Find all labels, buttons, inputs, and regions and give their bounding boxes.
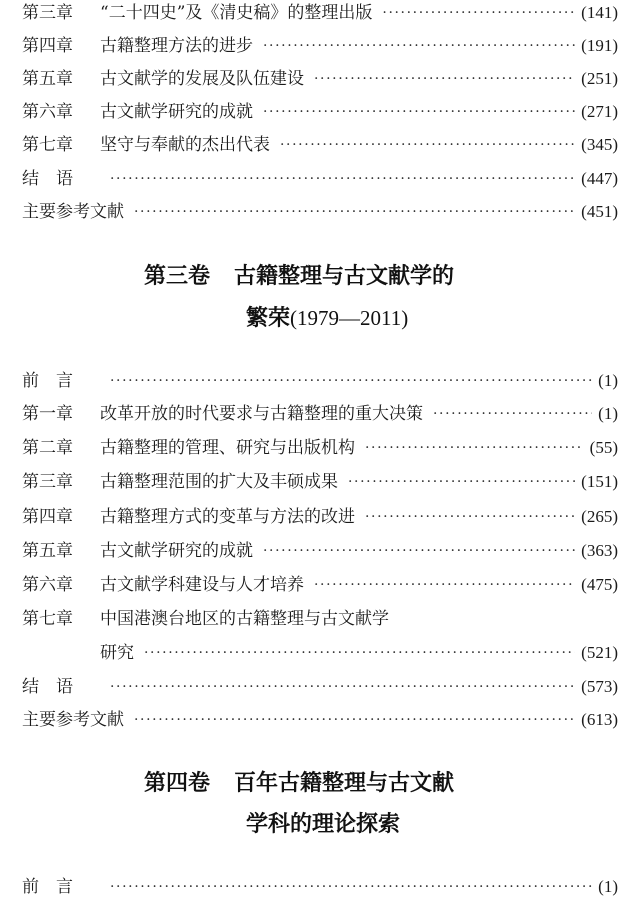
chapter-title: “二十四史”及《清史稿》的整理出版 <box>100 3 373 23</box>
volume-label: 第三卷 <box>144 264 211 289</box>
toc-entry[interactable] <box>22 401 618 427</box>
volume-heading-line2 <box>246 808 400 842</box>
page-number: (345) <box>581 135 618 154</box>
chapter-number: 第六章 <box>22 575 73 595</box>
leader-dots <box>134 707 575 733</box>
volume-heading <box>144 767 454 801</box>
chapter-title: 古文献学研究的成就 <box>100 541 253 561</box>
leader-dots <box>110 368 592 394</box>
toc-entry[interactable] <box>22 368 618 394</box>
toc-entry[interactable] <box>22 0 618 26</box>
toc-entry[interactable] <box>22 572 618 598</box>
chapter-title: 改革开放的时代要求与古籍整理的重大决策 <box>100 404 423 424</box>
toc-entry-continued[interactable] <box>22 640 618 666</box>
toc-entry[interactable] <box>22 199 618 225</box>
volume-title: 古籍整理与古文献学的 <box>234 264 455 289</box>
page-number: (251) <box>581 69 618 88</box>
page-number: (265) <box>581 507 618 526</box>
chapter-title: 古籍整理范围的扩大及丰硕成果 <box>100 472 338 492</box>
chapter-title: 主要参考文献 <box>22 710 124 730</box>
toc-entry[interactable] <box>22 874 618 900</box>
chapter-title: 古文献学研究的成就 <box>100 102 253 122</box>
chapter-number: 结语 <box>22 677 90 697</box>
toc-entry[interactable] <box>22 66 618 92</box>
toc-entry[interactable] <box>22 707 618 733</box>
toc-entry[interactable] <box>22 33 618 59</box>
leader-dots <box>263 33 575 59</box>
toc-entry[interactable] <box>22 606 389 632</box>
chapter-title: 中国港澳台地区的古籍整理与古文献学 <box>100 609 389 629</box>
leader-dots <box>280 132 575 158</box>
chapter-number: 前言 <box>22 877 90 897</box>
chapter-number: 第一章 <box>22 404 73 424</box>
chapter-number: 第三章 <box>22 3 73 23</box>
leader-dots <box>314 572 575 598</box>
toc-entry[interactable] <box>22 469 618 495</box>
leader-dots <box>433 401 592 427</box>
volume-heading-line2 <box>246 301 408 336</box>
chapter-number: 第七章 <box>22 135 73 155</box>
chapter-title-continued: 研究 <box>100 643 134 663</box>
leader-dots <box>263 538 575 564</box>
chapter-number: 第二章 <box>22 438 73 458</box>
toc-entry[interactable] <box>22 538 618 564</box>
leader-dots <box>314 66 575 92</box>
page-number: (1) <box>598 404 618 423</box>
chapter-title: 坚守与奉献的杰出代表 <box>100 135 270 155</box>
page-number: (613) <box>581 710 618 729</box>
chapter-number: 第五章 <box>22 541 73 561</box>
chapter-title: 古籍整理方式的变革与方法的改进 <box>100 507 355 527</box>
leader-dots <box>134 199 575 225</box>
volume-heading <box>144 260 454 294</box>
leader-dots <box>110 166 575 192</box>
chapter-title: 古文献学科建设与人才培养 <box>100 575 304 595</box>
volume-years: (1979—2011) <box>290 306 409 330</box>
page-number: (141) <box>581 3 618 22</box>
page-number: (1) <box>598 371 618 390</box>
chapter-number: 第四章 <box>22 507 73 527</box>
leader-dots <box>365 504 575 530</box>
page-number: (191) <box>581 36 618 55</box>
chapter-number: 第五章 <box>22 69 73 89</box>
chapter-title: 主要参考文献 <box>22 202 124 222</box>
leader-dots <box>382 0 575 26</box>
toc-entry[interactable] <box>22 674 618 700</box>
chapter-number: 第六章 <box>22 102 73 122</box>
chapter-number: 第七章 <box>22 609 73 629</box>
leader-dots <box>348 469 575 495</box>
volume-title: 百年古籍整理与古文献 <box>234 771 455 796</box>
chapter-title: 古籍整理方法的进步 <box>100 36 253 56</box>
toc-entry[interactable] <box>22 435 618 461</box>
volume-label: 第四卷 <box>144 771 211 796</box>
chapter-number: 前言 <box>22 371 90 391</box>
volume-title-continued: 繁荣 <box>246 306 291 331</box>
page-number: (447) <box>581 169 618 188</box>
leader-dots <box>263 99 575 125</box>
leader-dots <box>365 435 584 461</box>
page-number: (363) <box>581 541 618 560</box>
leader-dots <box>110 674 575 700</box>
volume-title-continued: 学科的理论探索 <box>246 812 401 837</box>
toc-entry[interactable] <box>22 132 618 158</box>
chapter-title: 古文献学的发展及队伍建设 <box>100 69 304 89</box>
toc-entry[interactable] <box>22 504 618 530</box>
leader-dots <box>144 640 575 666</box>
page-number: (271) <box>581 102 618 121</box>
leader-dots <box>110 874 592 900</box>
chapter-number: 结语 <box>22 169 90 189</box>
page-number: (573) <box>581 677 618 696</box>
chapter-number: 第四章 <box>22 36 73 56</box>
chapter-number: 第三章 <box>22 472 73 492</box>
page-number: (1) <box>598 877 618 896</box>
toc-entry[interactable] <box>22 166 618 192</box>
page-number: (451) <box>581 202 618 221</box>
page-number: (151) <box>581 472 618 491</box>
page-number: (521) <box>581 643 618 662</box>
chapter-title: 古籍整理的管理、研究与出版机构 <box>100 438 355 458</box>
page-number: (55) <box>589 438 618 457</box>
toc-entry[interactable] <box>22 99 618 125</box>
page-number: (475) <box>581 575 618 594</box>
